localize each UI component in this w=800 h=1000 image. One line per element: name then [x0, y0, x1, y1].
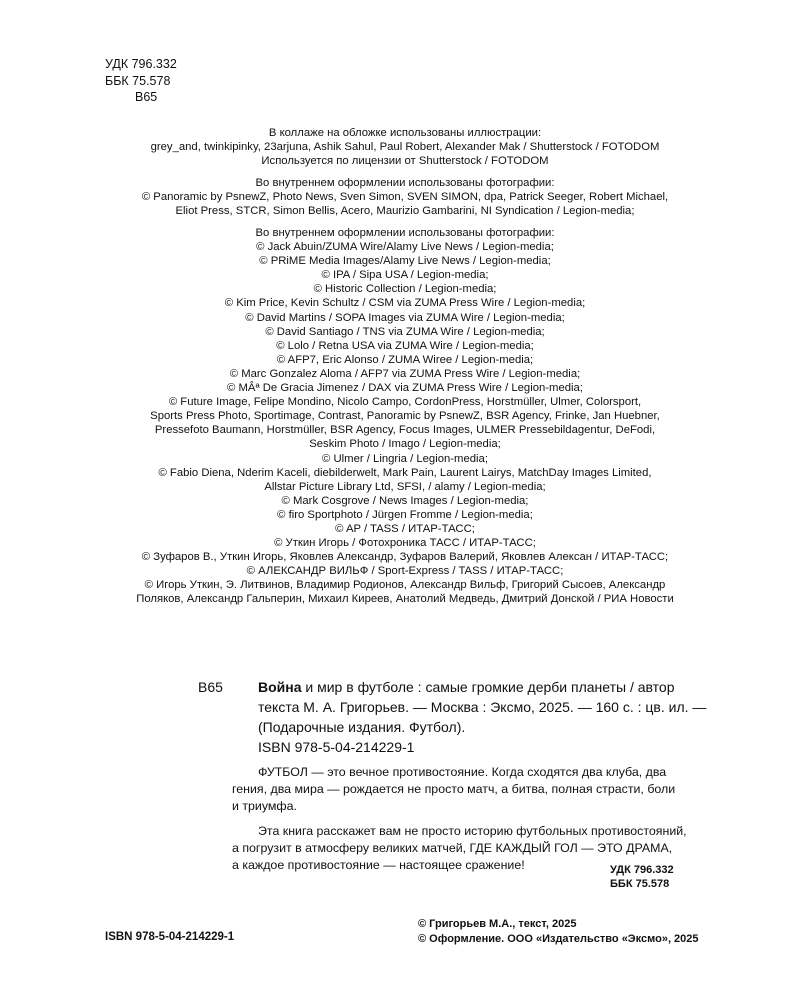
author-mark: В65	[135, 90, 158, 104]
annotation-line: а каждое противостояние — настоящее сражение!	[232, 858, 525, 872]
record-line-1-rest: и мир в футболе : самые громкие дерби планеты / автор	[301, 679, 675, 695]
record-isbn: ISBN 978-5-04-214229-1	[258, 739, 415, 755]
credit-line: © Игорь Уткин, Э. Литвинов, Владимир Родионов, Александр Вильф, Григорий Сысоев, Александр	[144, 579, 666, 592]
credit-line: © Future Image, Felipe Mondino, Nicolo Campo, CordonPress, Horstmüller, Ulmer, Colorsport,	[168, 396, 642, 409]
interior-photo-credits-2	[110, 226, 700, 607]
book-title-lead: Война	[258, 679, 302, 695]
credit-line: © PRiME Media Images/Alamy Live News / Legion-media;	[259, 255, 551, 268]
credit-line: © Marc Gonzalez Aloma / AFP7 via ZUMA Press Wire / Legion-media;	[229, 367, 581, 380]
credit-line: © Уткин Игорь / Фотохроника ТАСС / ИТАР-ТАСС;	[274, 537, 536, 550]
credit-line: Поляков, Александр Гальперин, Михаил Киреев, Анатолий Медведь, Дмитрий Донской / РИА Новости	[136, 593, 674, 606]
credit-line: © MÂª De Gracia Jimenez / DAX via ZUMA Press Wire / Legion-media;	[227, 382, 583, 395]
credit-line: © David Santiago / TNS via ZUMA Wire / Legion-media;	[265, 325, 545, 338]
credit-line: © АЛЕКСАНДР ВИЛЬФ / Sport-Express / TASS / ИТАР-ТАСС;	[246, 565, 564, 578]
credit-line: Во внутреннем оформлении использованы фотографии:	[255, 177, 555, 189]
copyright-design: © Оформление. ООО «Издательство «Эксмо», 2025	[418, 933, 699, 945]
classification-block-top	[105, 56, 177, 106]
isbn-footer: ISBN 978-5-04-214229-1	[105, 931, 235, 943]
credit-line: Sports Press Photo, Sportimage, Contrast, Panoramic by PsnewZ, BSR Agency, Frinke, Jan Huebner,	[150, 410, 660, 423]
record-line-2: текста М. А. Григорьев. — Москва : Эксмо, 2025. — 160 с. : цв. ил. —	[258, 699, 707, 715]
interior-photo-credits-1	[110, 176, 700, 218]
credit-line: Seskim Photo / Imago / Legion-media;	[309, 438, 501, 451]
credit-line: grey_and, twinkipinky, 23arjuna, Ashik Sahul, Paul Robert, Alexander Mak / Shutterstock / FOTODOM	[150, 141, 660, 154]
credit-line: Allstar Picture Library Ltd, SFSI, / alamy / Legion-media;	[264, 480, 546, 493]
credit-line: © AFP7, Eric Alonso / ZUMA Wiree / Legion-media;	[276, 353, 534, 366]
credit-line: © Lolo / Retna USA via ZUMA Wire / Legion-media;	[276, 339, 534, 352]
credit-line: © David Martins / SOPA Images via ZUMA Wire / Legion-media;	[245, 311, 565, 324]
cover-illustration-credits	[110, 126, 700, 168]
annotation-line: а погрузит в атмосферу великих матчей, ГДЕ КАЖДЫЙ ГОЛ — ЭТО ДРАМА,	[232, 841, 673, 855]
credit-line: © Fabio Diena, Nderim Kaceli, diebilderwelt, Mark Pain, Laurent Lairys, MatchDay Images Limited,	[158, 466, 652, 479]
credit-line: © Mark Cosgrove / News Images / Legion-media;	[281, 494, 529, 507]
paragraph-gap	[232, 815, 702, 823]
credit-line: Используется по лицензии от Shutterstock / FOTODOM	[261, 155, 549, 168]
udk-code-bottom: УДК 796.332	[610, 864, 674, 876]
credit-line: © Ulmer / Lingria / Legion-media;	[322, 452, 488, 465]
credit-line: Во внутреннем оформлении использованы фотографии:	[255, 227, 555, 239]
credit-line: © IPA / Sipa USA / Legion-media;	[321, 269, 489, 282]
udk-code: УДК 796.332	[105, 57, 177, 71]
annotation-line: ФУТБОЛ — это вечное противостояние. Когда сходятся два клуба, два	[258, 765, 667, 779]
record-author-mark: В65	[198, 679, 223, 695]
annotation-line: и триумфа.	[232, 799, 297, 813]
record-line-3: (Подарочные издания. Футбол).	[258, 719, 466, 735]
annotation-line: гения, два мира — рождается не просто матч, а битва, полная страсти, боли	[232, 782, 676, 796]
copyright-text: © Григорьев М.А., текст, 2025	[418, 918, 577, 930]
annotation	[232, 764, 702, 874]
credit-line: Eliot Press, STCR, Simon Bellis, Acero, Maurizio Gambarini, NI Syndication / Legion-media;	[175, 205, 635, 218]
credit-line: Pressefoto Baumann, Horstmüller, BSR Agency, Focus Images, ULMER Pressebildagentur, DeFodi,	[154, 424, 656, 437]
annotation-line: Эта книга расскажет вам не просто историю футбольных противостояний,	[258, 824, 687, 838]
credit-line: © Jack Abuin/ZUMA Wire/Alamy Live News / Legion-media;	[256, 241, 554, 254]
credit-line: © AP / TASS / ИТАР-ТАСС;	[335, 522, 475, 535]
credit-line: © Historic Collection / Legion-media;	[313, 283, 497, 296]
credit-line: © Kim Price, Kevin Schultz / CSM via ZUMA Press Wire / Legion-media;	[224, 297, 586, 310]
credit-line: © Panoramic by PsnewZ, Photo News, Sven Simon, SVEN SIMON, dpa, Patrick Seeger, Robert Michael,	[141, 191, 669, 204]
classification-block-bottom	[610, 863, 674, 891]
credit-line: В коллаже на обложке использованы иллюстрации:	[268, 127, 542, 139]
record-description	[258, 677, 707, 737]
bbk-code: ББК 75.578	[105, 73, 171, 88]
bbk-code-bottom: ББК 75.578	[610, 878, 670, 890]
credit-line: © firo Sportphoto / Jürgen Fromme / Legion-media;	[277, 508, 533, 521]
credit-line: © Зуфаров В., Уткин Игорь, Яковлев Александр, Зуфаров Валерий, Яковлев Алексан / ИТАР-ТАСС;	[141, 551, 669, 564]
copyright-block	[418, 917, 699, 947]
record-line-1	[258, 677, 698, 697]
